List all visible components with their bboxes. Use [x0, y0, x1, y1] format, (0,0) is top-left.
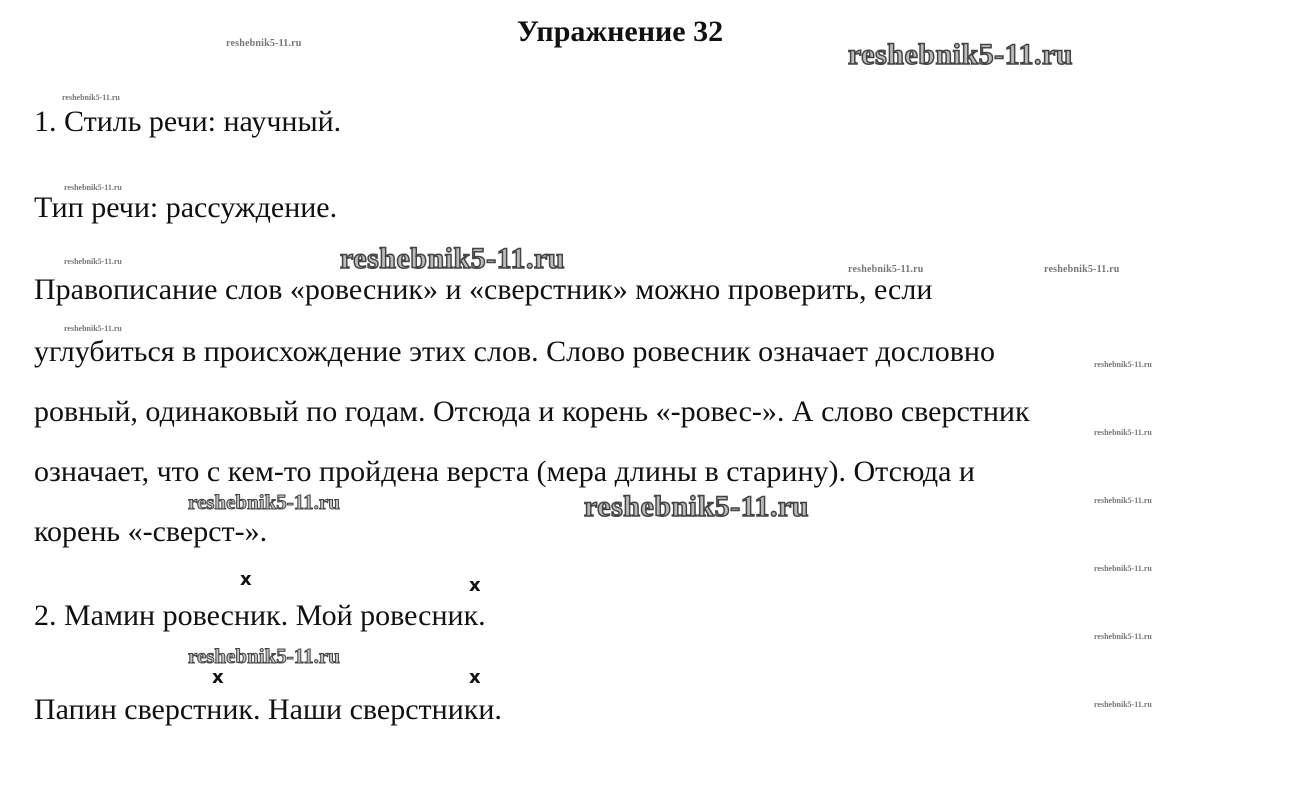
- style-line: 1. Стиль речи: научный.: [34, 105, 342, 138]
- watermark: reshebnik5-11.ru: [1094, 428, 1152, 437]
- watermark: reshebnik5-11.ru: [188, 490, 340, 514]
- watermark: reshebnik5-11.ru: [848, 38, 1073, 71]
- watermark: reshebnik5-11.ru: [64, 257, 122, 266]
- watermark: reshebnik5-11.ru: [226, 38, 302, 49]
- stress-mark: х: [469, 667, 481, 688]
- exercise-title: Упражнение 32: [516, 15, 724, 48]
- type-line: Тип речи: рассуждение.: [34, 191, 338, 224]
- watermark: reshebnik5-11.ru: [848, 264, 924, 275]
- watermark: reshebnik5-11.ru: [1094, 360, 1152, 369]
- watermark: reshebnik5-11.ru: [62, 93, 120, 102]
- stress-mark: х: [212, 667, 224, 688]
- watermark: reshebnik5-11.ru: [340, 242, 565, 275]
- paragraph-line-2: углубиться в происхождение этих слов. Слово ровесник означает дословно: [34, 335, 995, 368]
- stress-mark: х: [240, 569, 252, 590]
- paragraph-line-3: ровный, одинаковый по годам. Отсюда и корень «-ровес-». А слово сверстник: [34, 395, 1030, 428]
- paragraph-line-1: Правописание слов «ровесник» и «сверстник» можно проверить, если: [34, 273, 933, 306]
- watermark: reshebnik5-11.ru: [584, 490, 809, 523]
- watermark: reshebnik5-11.ru: [188, 644, 340, 668]
- watermark: reshebnik5-11.ru: [1044, 264, 1120, 275]
- watermark: reshebnik5-11.ru: [64, 324, 122, 333]
- stress-mark: х: [469, 575, 481, 596]
- answer-2-line-1: 2. Мамин ровесник. Мой ровесник.: [34, 599, 486, 632]
- watermark: reshebnik5-11.ru: [1094, 564, 1152, 573]
- watermark: reshebnik5-11.ru: [1094, 496, 1152, 505]
- answer-2-line-2: Папин сверстник. Наши сверстники.: [34, 693, 502, 726]
- paragraph-line-5: корень «-сверст-».: [34, 515, 268, 548]
- paragraph-line-4: означает, что с кем-то пройдена верста (мера длины в старину). Отсюда и: [34, 455, 975, 488]
- watermark: reshebnik5-11.ru: [64, 183, 122, 192]
- watermark: reshebnik5-11.ru: [1094, 632, 1152, 641]
- watermark: reshebnik5-11.ru: [1094, 700, 1152, 709]
